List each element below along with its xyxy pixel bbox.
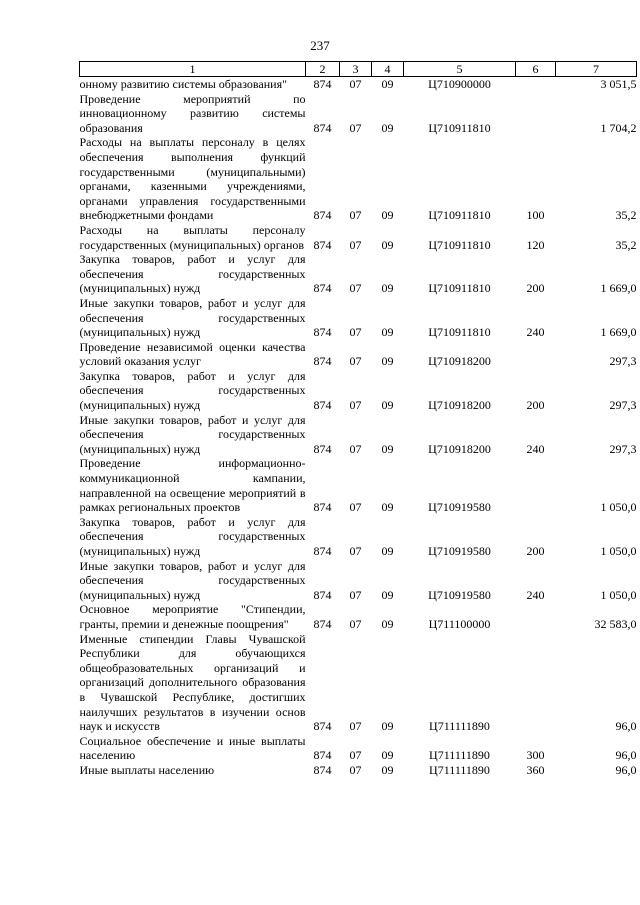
- row-amount: 1 669,0: [600, 325, 637, 340]
- table-row: [80, 559, 637, 603]
- row-admin-code: 874: [313, 325, 332, 340]
- table-header: [80, 62, 637, 77]
- row-target-article: Ц711111890: [429, 748, 490, 763]
- row-target-article: Ц711111890: [429, 762, 490, 777]
- row-expense-type: [516, 456, 556, 514]
- row-name: онному развитию системы образования": [79, 77, 287, 91]
- table-row: [80, 135, 637, 223]
- header-col-3: 3: [340, 62, 372, 77]
- row-subsection-code: 09: [381, 616, 394, 631]
- row-name: Закупка товаров, работ и услуг для обеспечения государственных (муниципальных) нужд: [79, 368, 306, 413]
- row-subsection-code: 09: [381, 77, 394, 91]
- row-amount: 297,3: [609, 354, 637, 369]
- header-col-5: 5: [404, 62, 516, 77]
- row-admin-code: 874: [313, 398, 332, 413]
- row-expense-type: 240: [526, 587, 545, 602]
- table-row: [80, 632, 637, 734]
- row-subsection-code: 09: [381, 587, 394, 602]
- row-section-code: 07: [349, 325, 362, 340]
- row-target-article: Ц710918200: [428, 441, 491, 456]
- row-subsection-code: 09: [381, 441, 394, 456]
- row-target-article: Ц710918200: [428, 398, 491, 413]
- row-expense-type: 240: [526, 325, 545, 340]
- row-section-code: 07: [349, 616, 362, 631]
- row-amount: 297,3: [609, 441, 637, 456]
- row-section-code: 07: [349, 762, 362, 777]
- row-section-code: 07: [349, 544, 362, 558]
- row-target-article: Ц711111890: [429, 719, 490, 734]
- row-target-article: Ц710911810: [428, 325, 491, 340]
- table-row: [80, 223, 637, 252]
- budget-table: [79, 61, 637, 778]
- row-amount: 1 050,0: [600, 544, 637, 558]
- row-subsection-code: 09: [381, 281, 394, 296]
- row-name: Иные выплаты населению: [79, 762, 215, 777]
- row-target-article: Ц710919580: [428, 544, 491, 558]
- row-amount: 3 051,5: [600, 77, 637, 91]
- row-amount: 35,2: [615, 237, 637, 252]
- row-section-code: 07: [349, 120, 362, 135]
- row-name: Расходы на выплаты персоналу в целях обеспечения выполнения функций государственными (муниципальными) органами, казенными учреждениями, органами управления государственными внебюджетными фондами: [79, 135, 306, 223]
- row-amount: 1 050,0: [600, 587, 637, 602]
- table-body: [80, 77, 637, 778]
- row-section-code: 07: [349, 77, 362, 91]
- row-name: Иные закупки товаров, работ и услуг для обеспечения государственных (муниципальных) нужд: [79, 295, 306, 340]
- row-expense-type: 240: [526, 441, 545, 456]
- row-expense-type: [516, 92, 556, 136]
- header-col-2: 2: [306, 62, 340, 77]
- row-expense-type: 300: [526, 748, 545, 763]
- table-row: [80, 763, 637, 778]
- row-section-code: 07: [349, 354, 362, 369]
- row-target-article: Ц710918200: [428, 354, 491, 369]
- row-section-code: 07: [349, 441, 362, 456]
- row-admin-code: 874: [313, 500, 332, 515]
- row-admin-code: 874: [313, 748, 332, 763]
- row-subsection-code: 09: [381, 762, 394, 777]
- row-subsection-code: 09: [381, 208, 394, 223]
- row-name: Закупка товаров, работ и услуг для обеспечения государственных (муниципальных) нужд: [79, 514, 306, 558]
- row-name: Проведение информационно-коммуникационной кампании, направленной на освещение мероприятий в рамках региональных проектов: [79, 456, 306, 515]
- table-row: [80, 734, 637, 763]
- table-row: [80, 456, 637, 514]
- page-number: 237: [310, 38, 330, 53]
- table-row: [80, 296, 637, 340]
- row-target-article: Ц710911810: [428, 120, 491, 135]
- row-admin-code: 874: [313, 719, 332, 734]
- row-admin-code: 874: [313, 616, 332, 631]
- table-row: [80, 602, 637, 631]
- row-target-article: Ц710900000: [428, 77, 491, 91]
- row-target-article: Ц710919580: [428, 587, 491, 602]
- row-amount: 96,0: [615, 748, 637, 763]
- row-section-code: 07: [349, 587, 362, 602]
- table-row: [80, 369, 637, 413]
- row-expense-type: [516, 602, 556, 631]
- row-subsection-code: 09: [381, 500, 394, 515]
- row-target-article: Ц710919580: [428, 500, 491, 515]
- row-admin-code: 874: [313, 441, 332, 456]
- row-admin-code: 874: [313, 120, 332, 135]
- row-expense-type: [516, 77, 556, 92]
- row-amount: 1 704,2: [600, 120, 637, 135]
- row-admin-code: 874: [313, 354, 332, 369]
- row-subsection-code: 09: [381, 544, 394, 558]
- row-section-code: 07: [349, 208, 362, 223]
- row-admin-code: 874: [313, 544, 332, 558]
- row-amount: 32 583,0: [594, 616, 637, 631]
- row-expense-type: 100: [526, 208, 545, 223]
- row-amount: 297,3: [609, 398, 637, 413]
- row-name: Закупка товаров, работ и услуг для обеспечения государственных (муниципальных) нужд: [79, 252, 306, 296]
- row-subsection-code: 09: [381, 120, 394, 135]
- table-row: [80, 92, 637, 136]
- row-name: Проведение мероприятий по инновационному развитию системы образования: [79, 91, 306, 135]
- row-section-code: 07: [349, 237, 362, 252]
- row-section-code: 07: [349, 719, 362, 734]
- row-section-code: 07: [349, 748, 362, 763]
- row-admin-code: 874: [313, 208, 332, 223]
- row-name: Социальное обеспечение и иные выплаты населению: [79, 733, 306, 763]
- row-expense-type: [516, 340, 556, 369]
- row-target-article: Ц710911810: [428, 237, 491, 252]
- row-subsection-code: 09: [381, 325, 394, 340]
- row-expense-type: 200: [526, 544, 545, 558]
- row-admin-code: 874: [313, 77, 332, 91]
- row-expense-type: 120: [526, 237, 545, 252]
- header-col-4: 4: [372, 62, 404, 77]
- row-admin-code: 874: [313, 281, 332, 296]
- header-col-7: 7: [556, 62, 637, 77]
- row-amount: 1 669,0: [600, 281, 637, 296]
- row-section-code: 07: [349, 398, 362, 413]
- table-row: [80, 252, 637, 296]
- row-section-code: 07: [349, 500, 362, 515]
- row-subsection-code: 09: [381, 719, 394, 734]
- row-target-article: Ц710911810: [428, 281, 491, 296]
- row-expense-type: 360: [526, 762, 545, 777]
- row-target-article: Ц710911810: [428, 208, 491, 223]
- row-subsection-code: 09: [381, 354, 394, 369]
- row-amount: 96,0: [615, 762, 637, 777]
- table-row: [80, 340, 637, 369]
- row-admin-code: 874: [313, 587, 332, 602]
- row-amount: 35,2: [615, 208, 637, 223]
- table-row: [80, 515, 637, 559]
- row-admin-code: 874: [313, 237, 332, 252]
- row-name: Проведение независимой оценки качества условий оказания услуг: [79, 339, 306, 369]
- row-subsection-code: 09: [381, 237, 394, 252]
- row-subsection-code: 09: [381, 748, 394, 763]
- row-expense-type: 200: [526, 398, 545, 413]
- row-section-code: 07: [349, 281, 362, 296]
- table-row: [80, 413, 637, 457]
- row-name: Иные закупки товаров, работ и услуг для обеспечения государственных (муниципальных) нужд: [79, 412, 306, 456]
- row-expense-type: [516, 632, 556, 734]
- row-amount: 96,0: [615, 719, 637, 734]
- row-target-article: Ц711100000: [428, 616, 491, 631]
- row-expense-type: 200: [526, 281, 545, 296]
- header-col-6: 6: [516, 62, 556, 77]
- row-name: Основное мероприятие "Стипендии, гранты, премии и денежные поощрения": [79, 602, 306, 631]
- table-row: [80, 77, 637, 92]
- row-admin-code: 874: [313, 762, 332, 777]
- row-name: Иные закупки товаров, работ и услуг для обеспечения государственных (муниципальных) нужд: [79, 558, 306, 602]
- row-name: Именные стипендии Главы Чувашской Республики для обучающихся общеобразовательных организаций и организаций дополнительного образования в Чувашской Республике, достигших наилучших результатов в изучении основ наук и искусств: [79, 631, 306, 734]
- row-amount: 1 050,0: [600, 500, 637, 515]
- header-col-1: 1: [80, 62, 306, 77]
- row-name: Расходы на выплаты персоналу государственных (муниципальных) органов: [79, 222, 306, 252]
- row-subsection-code: 09: [381, 398, 394, 413]
